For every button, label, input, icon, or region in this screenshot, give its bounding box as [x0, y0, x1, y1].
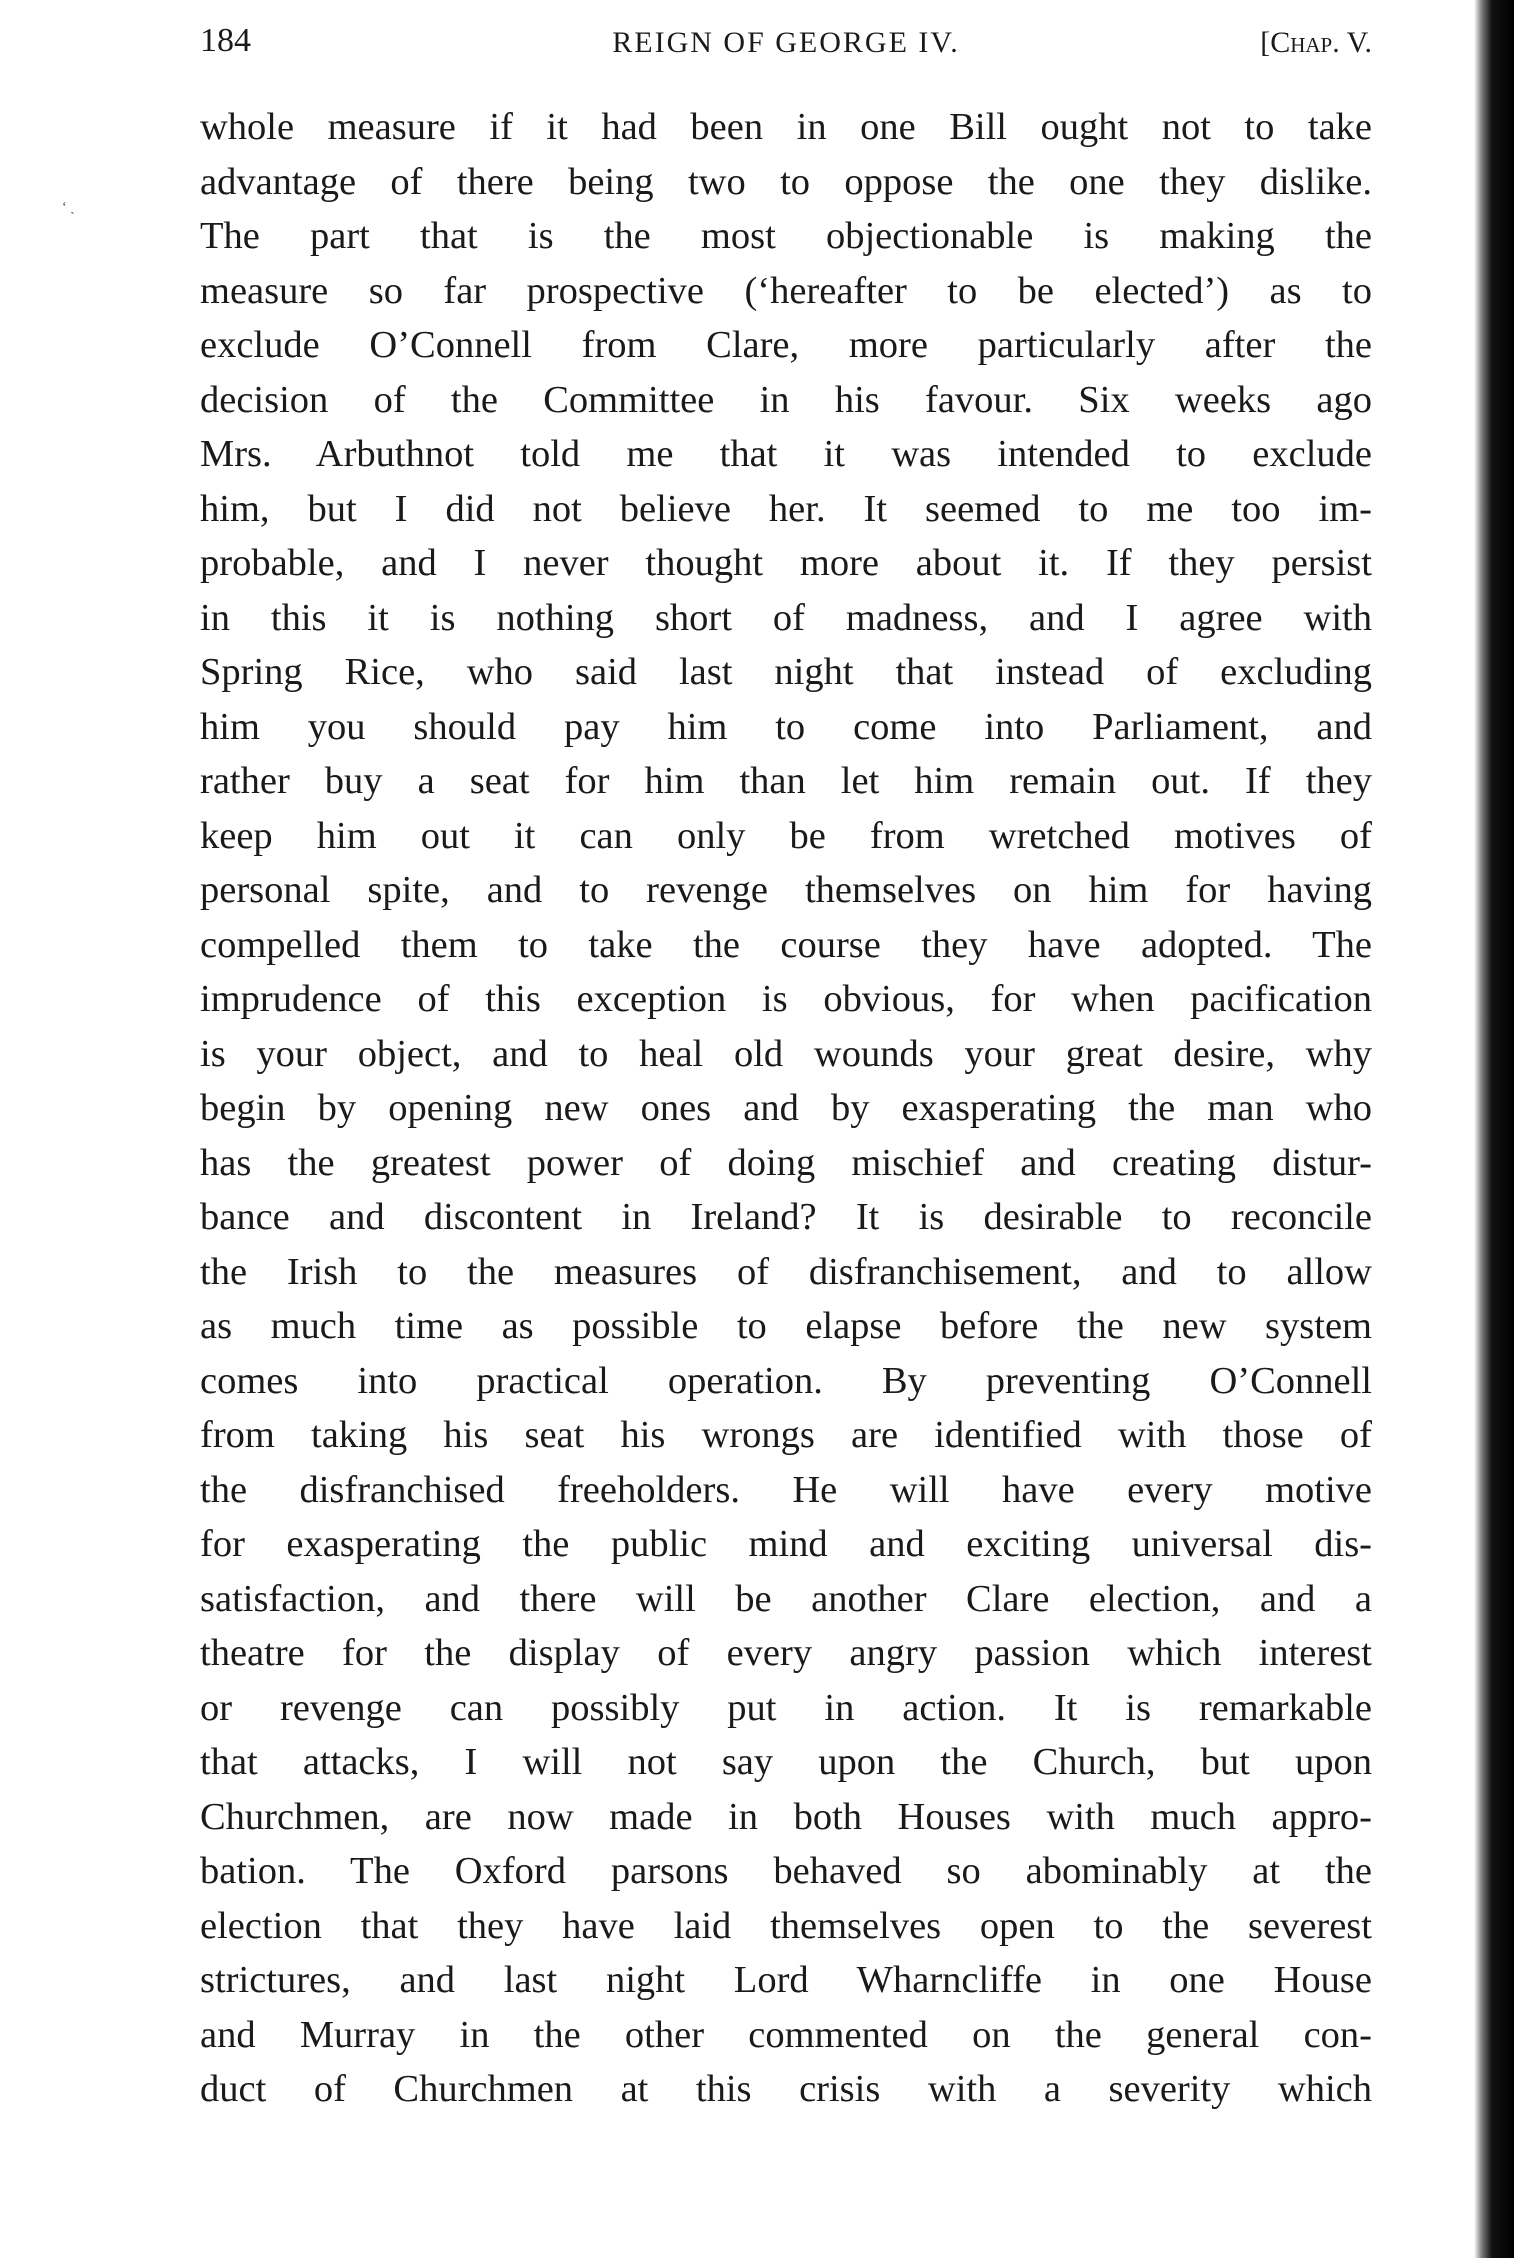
text-line: satisfaction, and there will be another Clare election, and a [200, 1577, 1372, 1620]
text-line: from taking his seat his wrongs are identified with those of [200, 1414, 1372, 1456]
text-line: Spring Rice, who said last night that instead of excluding [200, 651, 1372, 693]
page-number: 184 [200, 22, 251, 59]
scan-speck: ‘ ˎ [62, 200, 75, 215]
text-line: probable, and I never thought more about it. If they persist [200, 542, 1372, 584]
text-line: and Murray in the other commented on the general con- [200, 2013, 1372, 2056]
text-line: begin by opening new ones and by exasperating the man who [200, 1087, 1372, 1129]
text-line: duct of Churchmen at this crisis with a severity which [200, 2068, 1372, 2110]
running-title: REIGN OF GEORGE IV. [612, 26, 960, 59]
text-line: strictures, and last night Lord Wharncliffe in one House [200, 1959, 1372, 2001]
text-line: or revenge can possibly put in action. It is remarkable [200, 1686, 1372, 1729]
text-line: that attacks, I will not say upon the Church, but upon [200, 1741, 1372, 1783]
text-line: The part that is the most objectionable is making the [200, 215, 1372, 257]
text-line: Churchmen, are now made in both Houses with much appro- [200, 1795, 1372, 1838]
text-line: decision of the Committee in his favour. Six weeks ago [200, 378, 1372, 421]
text-line: theatre for the display of every angry passion which interest [200, 1632, 1372, 1674]
text-line: bance and discontent in Ireland? It is desirable to reconcile [200, 1196, 1372, 1238]
text-line: keep him out it can only be from wretched motives of [200, 814, 1372, 857]
text-line: the disfranchised freeholders. He will have every motive [200, 1468, 1372, 1511]
chapter-label: [Chap. V. [1260, 26, 1372, 59]
text-line: exclude O’Connell from Clare, more particularly after the [200, 324, 1372, 366]
text-line: personal spite, and to revenge themselves on him for having [200, 869, 1372, 911]
page-binding-edge [1474, 0, 1514, 2258]
text-line: bation. The Oxford parsons behaved so abominably at the [200, 1850, 1372, 1892]
text-line: him you should pay him to come into Parliament, and [200, 705, 1372, 748]
text-line: Mrs. Arbuthnot told me that it was intended to exclude [200, 433, 1372, 475]
running-header [200, 22, 1372, 68]
text-line: compelled them to take the course they have adopted. The [200, 923, 1372, 966]
text-line: for exasperating the public mind and exciting universal dis- [200, 1523, 1372, 1565]
text-line: measure so far prospective (‘hereafter to be elected’) as to [200, 269, 1372, 312]
text-line: has the greatest power of doing mischief and creating distur- [200, 1141, 1372, 1184]
body-text [200, 100, 1372, 2117]
text-line: as much time as possible to elapse before the new system [200, 1305, 1372, 1347]
text-line: whole measure if it had been in one Bill ought not to take [200, 106, 1372, 148]
text-line: imprudence of this exception is obvious, for when pacification [200, 978, 1372, 1020]
text-line: in this it is nothing short of madness, and I agree with [200, 596, 1372, 639]
text-line: election that they have laid themselves open to the severest [200, 1904, 1372, 1947]
text-line: him, but I did not believe her. It seemed to me too im- [200, 487, 1372, 530]
text-line: the Irish to the measures of disfranchisement, and to allow [200, 1250, 1372, 1293]
text-line: comes into practical operation. By preventing O’Connell [200, 1359, 1372, 1402]
text-line: rather buy a seat for him than let him remain out. If they [200, 760, 1372, 802]
text-line: is your object, and to heal old wounds your great desire, why [200, 1032, 1372, 1075]
text-line: advantage of there being two to oppose the one they dislike. [200, 160, 1372, 203]
